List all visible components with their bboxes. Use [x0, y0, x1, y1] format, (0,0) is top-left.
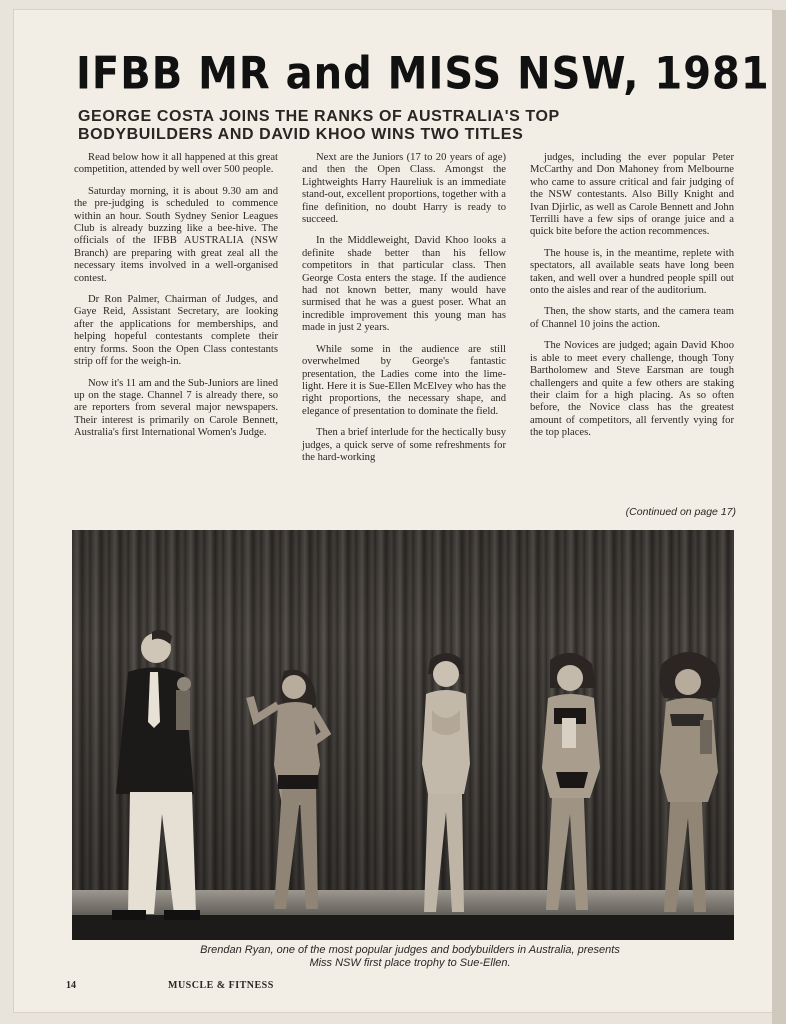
- paragraph: The Novices are judged; again David Khoo is able to meet every challenge, though Tony Bartholomew and Steve Earsman are tough challengers and quite a few others are staking their claim for a high placing. As so often before, the Novice class has the greatest amount of competitors, all fervently vying for the top places.: [530, 340, 734, 439]
- judge-figure: [72, 620, 212, 930]
- continued-note: (Continued on page 17): [625, 506, 736, 518]
- contestant-figure-2: [402, 650, 492, 925]
- subhead-line-2: BODYBUILDERS AND DAVID KHOO WINS TWO TITLES: [78, 126, 524, 143]
- paragraph: Read below how it all happened at this great competition, attended by well over 500 people.: [74, 152, 278, 176]
- contestant-figure-4: [640, 650, 734, 925]
- stage-photo: [72, 530, 734, 940]
- paragraph: Then, the show starts, and the camera team of Channel 10 joins the action.: [530, 306, 734, 330]
- subhead-line-1: GEORGE COSTA JOINS THE RANKS OF AUSTRALIA'S TOP: [78, 108, 560, 125]
- article-column-3: [530, 152, 734, 449]
- caption-line-1: Brendan Ryan, one of the most popular judges and bodybuilders in Australia, presents: [200, 944, 620, 956]
- contestant-figure-1: [242, 665, 342, 925]
- paragraph: Now it's 11 am and the Sub-Juniors are lined up on the stage. Channel 7 is already there, so are reporters from several major newspapers. Their interest is primarily on Carole Bennett, Australia's first International Women's Judge.: [74, 377, 278, 439]
- headline: IFBB MR and MISS NSW, 1981: [76, 48, 770, 100]
- page-number: 14: [66, 980, 76, 991]
- subheadline: [78, 108, 698, 144]
- paragraph: judges, including the ever popular Peter McCarthy and Don Mahoney from Melbourne who came to assure critical and fair judging of the NSW contestants. Also Billy Knight and Ivan Djirlic, as well as Carole Bennett and John Terrilli have a few sips of orange juice and a quick bite before the action recommences.: [530, 152, 734, 238]
- magazine-name: MUSCLE & FITNESS: [168, 980, 274, 991]
- paragraph: Saturday morning, it is about 9.30 am and the pre-judging is scheduled to commence within an hour. South Sydney Senior Leagues Club is already buzzing like a bee-hive. The officials of the IFBB AUSTRALIA (NSW Branch) are preparing with great zeal all the necessary items involved in a well-organised contest.: [74, 185, 278, 284]
- page-edge: [772, 10, 786, 1024]
- paragraph: Dr Ron Palmer, Chairman of Judges, and Gaye Reid, Assistant Secretary, are looking after the applications for memberships, and helping hopeful contestants complete their entry forms. Soon the Open Class contestants strip off for the weigh-in.: [74, 294, 278, 368]
- paragraph: The house is, in the meantime, replete with spectators, all available seats have long been taken, and well over a hundred people spill out onto the aisles and rear of the auditorium.: [530, 247, 734, 297]
- article-column-2: [302, 152, 506, 473]
- photo-caption: [130, 944, 690, 970]
- paragraph: Next are the Juniors (17 to 20 years of age) and then the Open Class. Amongst the Lightweights Harry Haureliuk is an immediate stand-out, excellent proportions, together with a fine definition, no doubt Harry is ready to succeed.: [302, 152, 506, 226]
- paragraph: In the Middleweight, David Khoo looks a definite shade better than his fellow competitors in that particular class. Then George Costa enters the stage. If the audience had not known better, many would have surmised that he was a guest poser. What an incredible improvement this young man has made in just 2 years.: [302, 235, 506, 334]
- paragraph: While some in the audience are still overwhelmed by George's fantastic presentation, the Ladies come into the lime-light. Here it is Sue-Ellen McElvey who has the right proportions, the necessary shape, and elegance of presentation to dominate the field.: [302, 343, 506, 417]
- caption-line-2: Miss NSW first place trophy to Sue-Ellen.: [309, 957, 511, 969]
- article-column-1: [74, 152, 278, 449]
- contestant-figure-3-sue-ellen: [520, 648, 620, 923]
- paragraph: Then a brief interlude for the hectically busy judges, a quick serve of some refreshments for the hard-working: [302, 427, 506, 463]
